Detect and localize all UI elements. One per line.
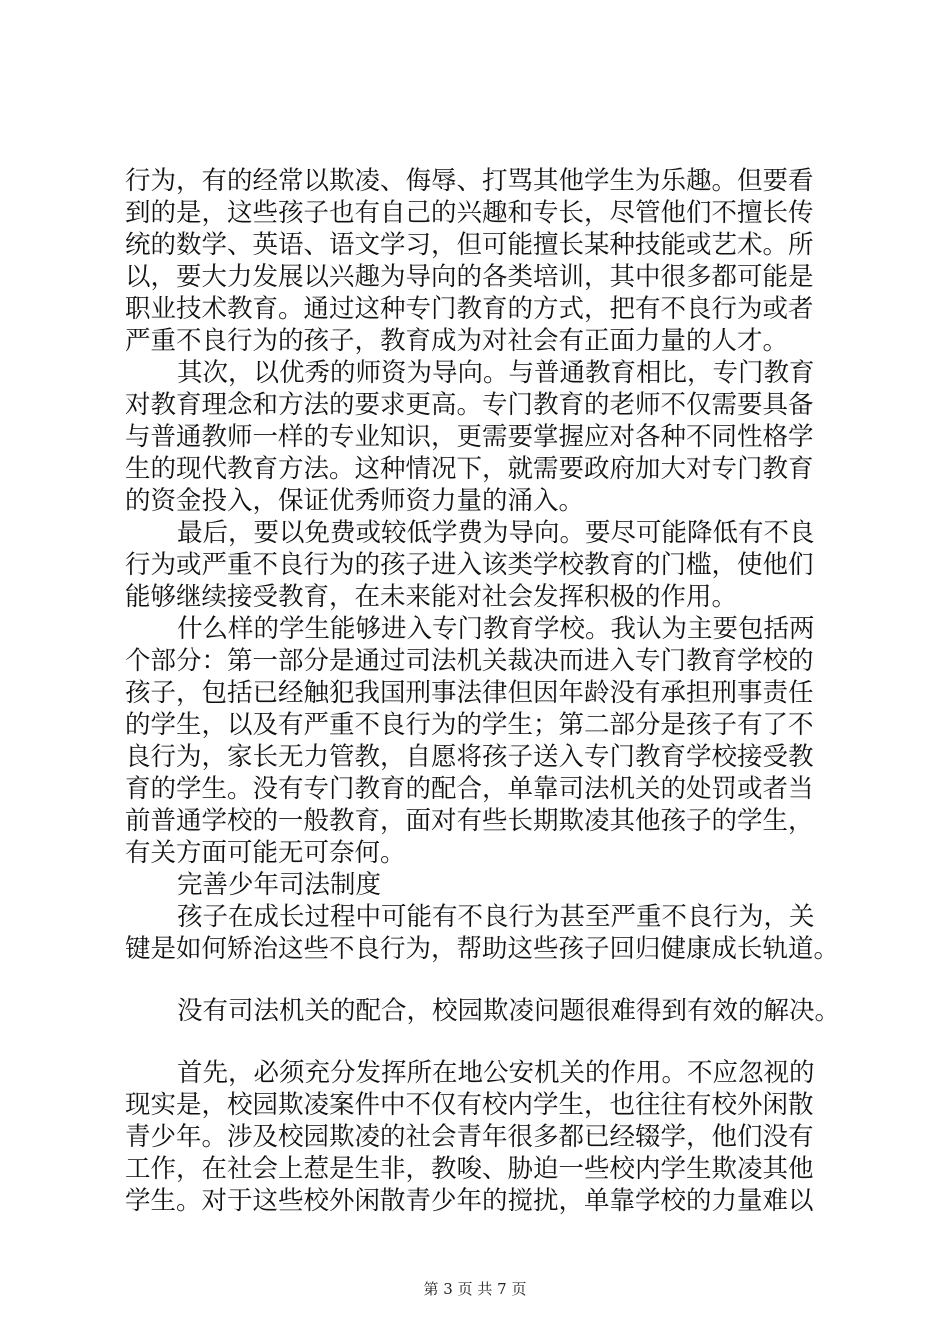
text-line: 完善少年司法制度 xyxy=(177,870,382,900)
text-line: 个部分：第一部分是通过司法机关裁决而进入专门教育学校的 xyxy=(125,646,814,676)
text-line: 没有司法机关的配合，校园欺凌问题很难得到有效的解决。 xyxy=(177,996,841,1026)
text-line: 统的数学、英语、语文学习，但可能擅长某种技能或艺术。所 xyxy=(125,230,814,260)
text-line: 育的学生。没有专门教育的配合，单靠司法机关的处罚或者当 xyxy=(125,774,814,804)
text-line: 以，要大力发展以兴趣为导向的各类培训，其中很多都可能是 xyxy=(125,262,814,292)
text-line: 行为或严重不良行为的孩子进入该类学校教育的门槛，使他们 xyxy=(125,550,814,580)
text-line: 工作，在社会上惹是生非，教唆、胁迫一些校内学生欺凌其他 xyxy=(125,1154,814,1184)
text-line: 有关方面可能无可奈何。 xyxy=(125,838,406,868)
text-line: 行为，有的经常以欺凌、侮辱、打骂其他学生为乐趣。但要看 xyxy=(125,166,814,196)
text-line: 生的现代教育方法。这种情况下，就需要政府加大对专门教育 xyxy=(125,454,814,484)
text-line: 到的是，这些孩子也有自己的兴趣和专长，尽管他们不擅长传 xyxy=(125,198,814,228)
text-line: 前普通学校的一般教育，面对有些长期欺凌其他孩子的学生， xyxy=(125,806,814,836)
text-line: 职业技术教育。通过这种专门教育的方式，把有不良行为或者 xyxy=(125,294,814,324)
text-line: 能够继续接受教育，在未来能对社会发挥积极的作用。 xyxy=(125,582,738,612)
text-line: 青少年。涉及校园欺凌的社会青年很多都已经辍学，他们没有 xyxy=(125,1122,814,1152)
text-line: 对教育理念和方法的要求更高。专门教育的老师不仅需要具备 xyxy=(125,390,814,420)
text-line: 其次，以优秀的师资为导向。与普通教育相比，专门教育 xyxy=(177,358,815,388)
page-footer: 第 3 页 共 7 页 xyxy=(423,1280,527,1298)
text-line: 学生。对于这些校外闲散青少年的搅扰，单靠学校的力量难以 xyxy=(125,1186,814,1216)
text-line: 与普通教师一样的专业知识，更需要掌握应对各种不同性格学 xyxy=(125,422,814,452)
text-line: 首先，必须充分发挥所在地公安机关的作用。不应忽视的 xyxy=(177,1058,815,1088)
text-line: 键是如何矫治这些不良行为，帮助这些孩子回归健康成长轨道。 xyxy=(125,934,840,964)
text-line: 的资金投入，保证优秀师资力量的涌入。 xyxy=(125,486,585,516)
text-line: 最后，要以免费或较低学费为导向。要尽可能降低有不良 xyxy=(177,518,815,548)
text-line: 孩子在成长过程中可能有不良行为甚至严重不良行为，关 xyxy=(177,902,815,932)
text-line: 的学生，以及有严重不良行为的学生；第二部分是孩子有了不 xyxy=(125,710,814,740)
text-line: 良行为，家长无力管教，自愿将孩子送入专门教育学校接受教 xyxy=(125,742,814,772)
text-line: 孩子，包括已经触犯我国刑事法律但因年龄没有承担刑事责任 xyxy=(125,678,814,708)
text-line: 严重不良行为的孩子，教育成为对社会有正面力量的人才。 xyxy=(125,326,789,356)
text-line: 现实是，校园欺凌案件中不仅有校内学生，也往往有校外闲散 xyxy=(125,1090,814,1120)
text-line: 什么样的学生能够进入专门教育学校。我认为主要包括两 xyxy=(177,614,815,644)
body-text xyxy=(125,165,840,1217)
